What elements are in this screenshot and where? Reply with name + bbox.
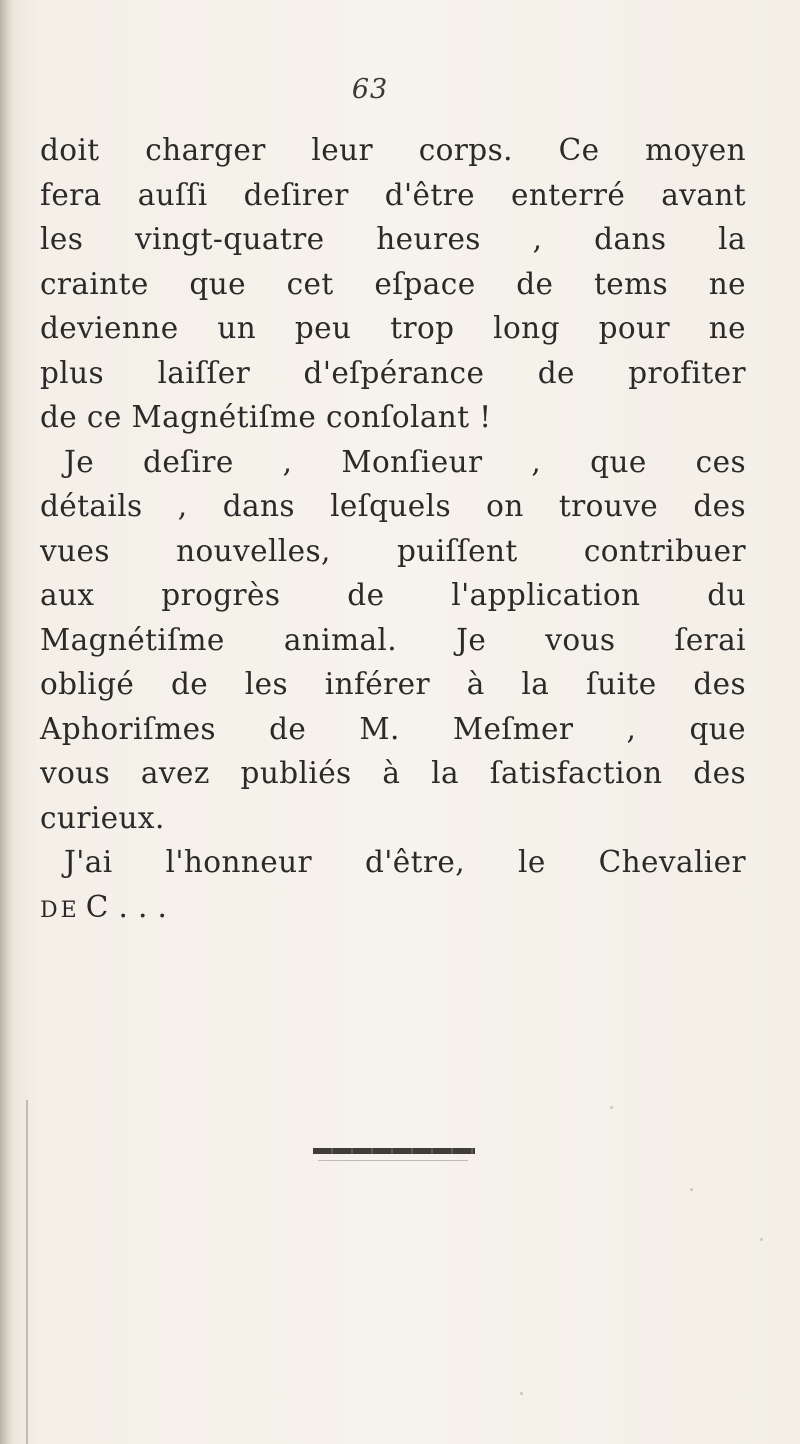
text-line: crainte que cet eſpace de tems ne bbox=[40, 266, 746, 301]
text-line: plus laiſſer d'eſpérance de profiter bbox=[40, 355, 746, 390]
body-text bbox=[40, 128, 746, 929]
text-line: fera auſſi deſirer d'être enterré avant bbox=[40, 177, 746, 212]
paper-speck bbox=[690, 1188, 693, 1191]
text-line: vous avez publiés à la ſatisfaction des bbox=[40, 756, 746, 790]
text-line: de ce Magnétiſme conſolant ! bbox=[40, 400, 492, 434]
page-edge-line bbox=[26, 1100, 28, 1444]
text-line: Magnétiſme animal. Je vous ſerai bbox=[40, 622, 746, 657]
paper-speck bbox=[520, 1392, 523, 1395]
ornamental-rule bbox=[313, 1148, 475, 1154]
text-line: doit charger leur corps. Ce moyen bbox=[40, 133, 746, 167]
signature-name: C . . . bbox=[85, 889, 168, 924]
text-line: obligé de les inférer à la ſuite des bbox=[40, 667, 746, 701]
paper-speck bbox=[610, 1106, 613, 1109]
text-line: Je deſire , Monſieur , que ces bbox=[64, 444, 746, 479]
text-line: curieux. bbox=[40, 800, 165, 835]
text-line: détails , dans leſquels on trouve des bbox=[40, 489, 746, 523]
text-line: devienne un peu trop long pour ne bbox=[40, 311, 746, 345]
text-line: aux progrès de l'application du bbox=[40, 578, 746, 612]
text-line: les vingt-quatre heures , dans la bbox=[40, 222, 746, 256]
paper-speck bbox=[760, 1238, 763, 1241]
text-line: vues nouvelles, puiſſent contribuer bbox=[40, 533, 746, 568]
text-line: J'ai l'honneur d'être, le Chevalier bbox=[64, 845, 746, 879]
page-spine-shadow bbox=[0, 0, 14, 1444]
page-number: 63 bbox=[351, 74, 389, 105]
signature-prefix: DE bbox=[40, 897, 80, 923]
text-line: Aphoriſmes de M. Meſmer , que bbox=[40, 711, 746, 746]
ornamental-rule-shadow bbox=[318, 1160, 468, 1161]
signature-line bbox=[40, 885, 746, 930]
